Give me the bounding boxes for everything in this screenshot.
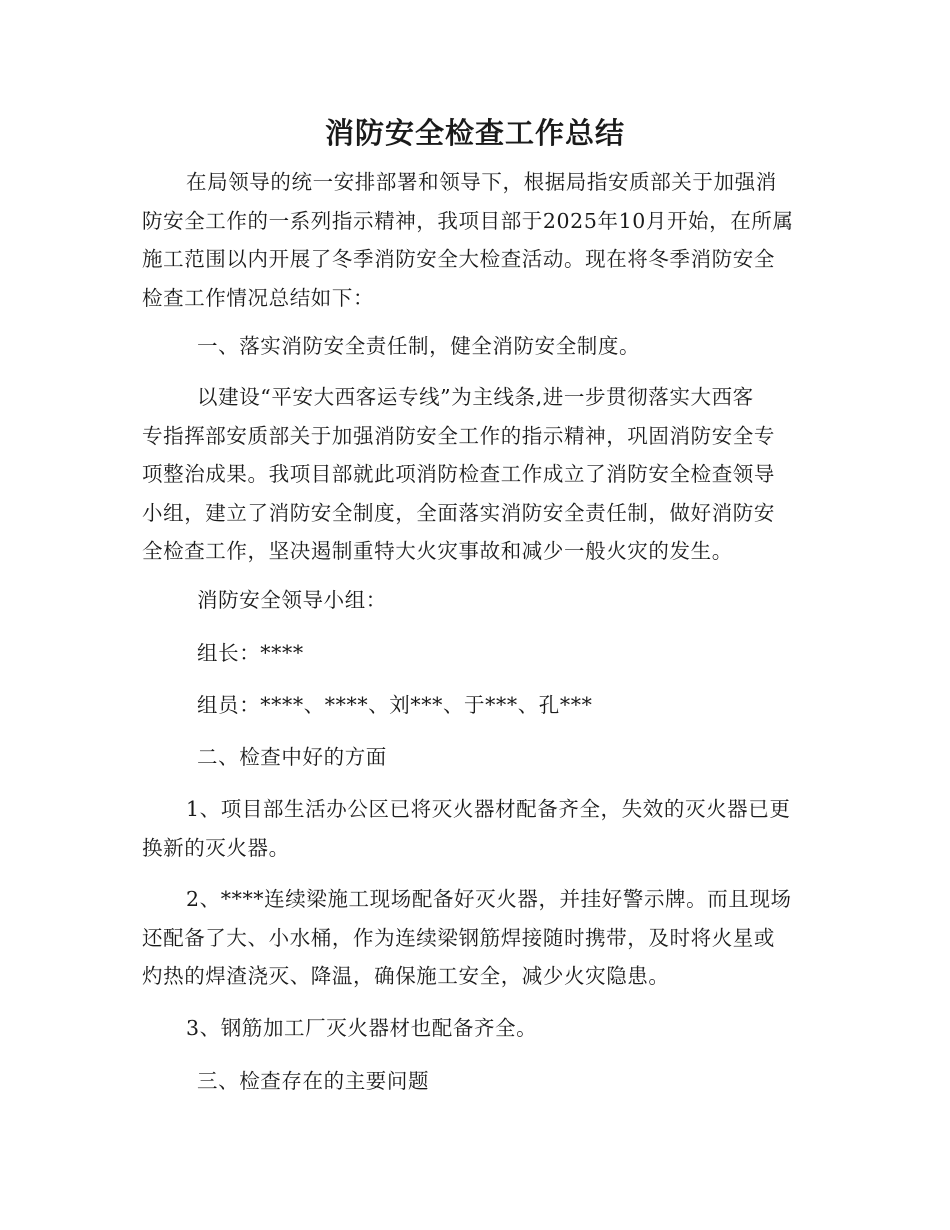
text-line: 3、钢筋加工厂灭火器材也配备齐全。 — [186, 1016, 538, 1040]
document-title: 消防安全检查工作总结 — [324, 116, 625, 150]
list-item-1 — [142, 790, 808, 867]
text-line: 项整治成果。我项目部就此项消防检查工作成立了消防安全检查领导 — [142, 462, 775, 486]
text-line: 在局领导的统一安排部署和领导下，根据局指安质部关于加强消 — [186, 170, 777, 194]
list-item-3 — [186, 1009, 852, 1048]
text-line: 2、****连续梁施工现场配备好灭火器，并挂好警示牌。而且现场 — [186, 887, 792, 911]
group-leader — [197, 634, 863, 673]
text-line: 三、检查存在的主要问题 — [197, 1069, 430, 1093]
text-line: 检查工作情况总结如下： — [142, 285, 375, 310]
paragraph-responsibility — [142, 378, 808, 571]
section-heading-1 — [197, 327, 863, 366]
group-members — [197, 686, 863, 725]
section-heading-2 — [197, 738, 863, 777]
section-heading-3 — [197, 1062, 863, 1101]
text-line: 组员：****、****、刘***、于***、孔*** — [197, 693, 593, 717]
leadership-group-heading — [197, 581, 863, 620]
paragraph-intro — [142, 163, 808, 317]
text-line: 施工范围以内开展了冬季消防安全大检查活动。现在将冬季消防安全 — [142, 247, 775, 271]
text-line: 消防安全领导小组： — [197, 588, 387, 612]
text-line: 1、项目部生活办公区已将灭火器材配备齐全，失效的灭火器已更 — [186, 797, 791, 821]
text-line: 二、检查中好的方面 — [197, 745, 387, 769]
text-line: 灼热的焊渣浇灭、降温，确保施工安全，减少火灾隐患。 — [142, 964, 670, 988]
text-line: 换新的灭火器。 — [142, 835, 290, 860]
text-line: 还配备了大、小水桶，作为连续梁钢筋焊接随时携带，及时将火星或 — [142, 925, 775, 950]
text-line: 专指挥部安质部关于加强消防安全工作的指示精神，巩固消防安全专 — [142, 423, 775, 448]
text-line: 全检查工作，坚决遏制重特大火灾事故和减少一般火灾的发生。 — [142, 539, 733, 563]
text-line: 组长：**** — [197, 641, 304, 665]
text-line: 以建设“平安大西客运专线”为主线条,进一步贯彻落实大西客 — [197, 385, 754, 409]
text-line: 小组，建立了消防安全制度，全面落实消防安全责任制，做好消防安 — [142, 500, 775, 525]
text-line: 防安全工作的一系列指示精神，我项目部于2025年10月开始，在所属 — [142, 208, 794, 233]
text-line: 一、落实消防安全责任制，健全消防安全制度。 — [197, 334, 641, 358]
list-item-2 — [142, 880, 808, 996]
